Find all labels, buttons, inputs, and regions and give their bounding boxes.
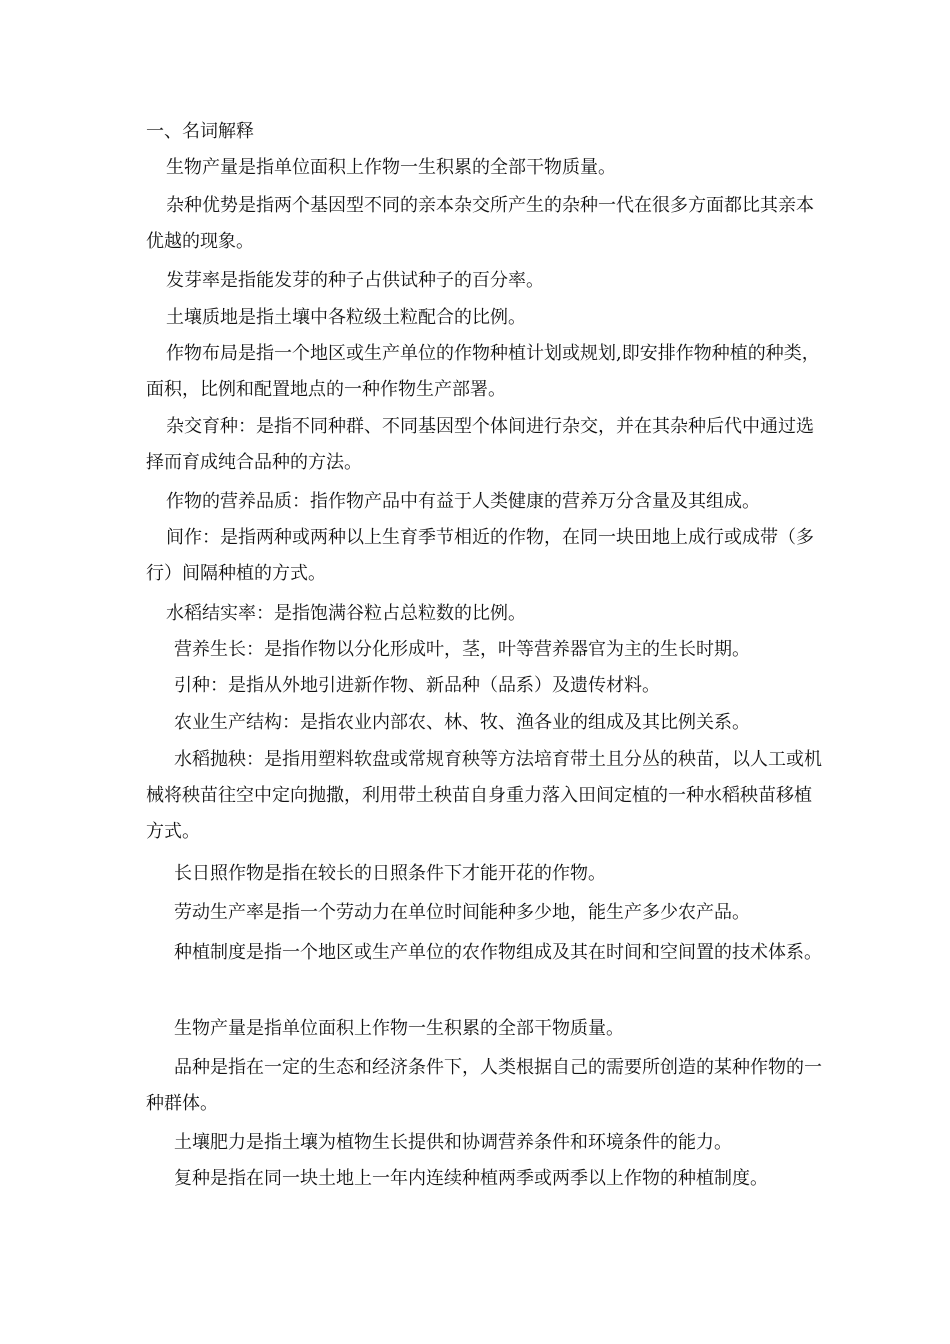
definition-paragraph: 发芽率是指能发芽的种子占供试种子的百分率。 bbox=[166, 270, 544, 291]
definition-paragraph: 种植制度是指一个地区或生产单位的农作物组成及其在时间和空间置的技术体系。 bbox=[174, 942, 822, 963]
definition-paragraph: 劳动生产率是指一个劳动力在单位时间能种多少地，能生产多少农产品。 bbox=[174, 902, 750, 923]
definition-paragraph: 生物产量是指单位面积上作物一生积累的全部干物质量。 bbox=[174, 1018, 624, 1039]
definition-paragraph: 复种是指在同一块土地上一年内连续种植两季或两季以上作物的种植制度。 bbox=[174, 1168, 768, 1189]
definition-paragraph: 生物产量是指单位面积上作物一生积累的全部干物质量。 bbox=[166, 157, 616, 178]
section-title: 一、名词解释 bbox=[146, 121, 254, 142]
definition-paragraph: 长日照作物是指在较长的日照条件下才能开花的作物。 bbox=[174, 863, 606, 884]
definition-paragraph: 水稻结实率：是指饱满谷粒占总粒数的比例。 bbox=[166, 603, 526, 624]
definition-paragraph: 营养生长：是指作物以分化形成叶，茎，叶等营养器官为主的生长时期。 bbox=[174, 639, 750, 660]
definition-paragraph: 品种是指在一定的生态和经济条件下，人类根据自己的需要所创造的某种作物的一种群体。 bbox=[146, 1057, 822, 1114]
definition-paragraph: 间作：是指两种或两种以上生育季节相近的作物，在同一块田地上成行或成带（多行）间隔种植的方式。 bbox=[146, 527, 814, 584]
definition-paragraph: 土壤质地是指土壤中各粒级土粒配合的比例。 bbox=[166, 307, 526, 328]
definition-paragraph: 杂交育种：是指不同种群、不同基因型个体间进行杂交，并在其杂种后代中通过选择而育成纯合品种的方法。 bbox=[146, 416, 814, 473]
definition-paragraph: 水稻抛秧：是指用塑料软盘或常规育秧等方法培育带土且分丛的秧苗，以人工或机械将秧苗往空中定向抛撒，利用带土秧苗自身重力落入田间定植的一种水稻秧苗移植方式。 bbox=[146, 749, 822, 842]
definition-paragraph: 引种：是指从外地引进新作物、新品种（品系）及遗传材料。 bbox=[174, 675, 660, 696]
definition-paragraph: 土壤肥力是指土壤为植物生长提供和协调营养条件和环境条件的能力。 bbox=[174, 1132, 732, 1153]
definition-paragraph: 作物的营养品质：指作物产品中有益于人类健康的营养万分含量及其组成。 bbox=[166, 491, 760, 512]
definition-paragraph: 农业生产结构：是指农业内部农、林、牧、渔各业的组成及其比例关系。 bbox=[174, 712, 750, 733]
definition-paragraph: 作物布局是指一个地区或生产单位的作物种植计划或规划,即安排作物种植的种类，面积，比例和配置地点的一种作物生产部署。 bbox=[146, 343, 820, 400]
definition-paragraph: 杂种优势是指两个基因型不同的亲本杂交所产生的杂种一代在很多方面都比其亲本优越的现象。 bbox=[146, 195, 814, 252]
